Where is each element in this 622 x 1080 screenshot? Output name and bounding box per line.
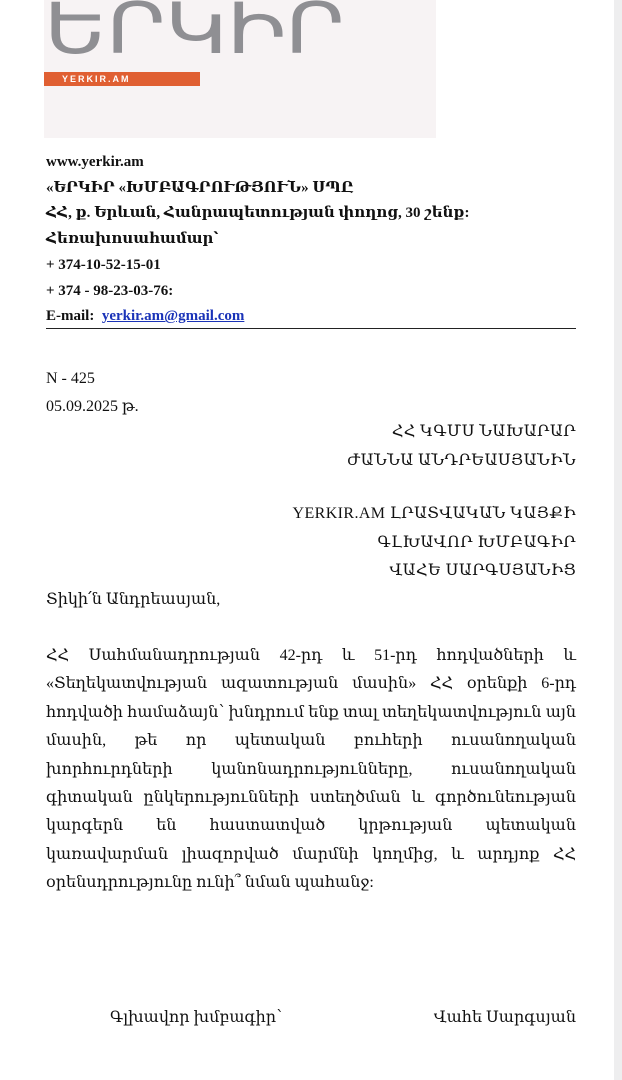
sender-block — [293, 500, 577, 586]
reference-number: N - 425 — [46, 370, 95, 387]
header-divider — [46, 328, 576, 329]
email-label: E-mail: — [46, 308, 95, 325]
phone-label: Հեռախոսահամար՝ — [46, 231, 219, 248]
sender-organization: YERKIR.AM ԼՐԱՏՎԱԿԱՆ ԿԱՅՔԻ — [292, 505, 576, 522]
logo-tagline: YERKIR.AM — [44, 72, 200, 86]
greeting: Տիկի՛ն Անդրեասյան, — [46, 591, 221, 608]
addressee-block — [347, 418, 576, 475]
email-link[interactable]: yerkir.am@gmail.com — [101, 308, 245, 325]
address-text: ՀՀ, ք. Երևան, Հանրապետության փողոց, 30 շենք: — [46, 205, 470, 222]
logo-wordmark: ԵՐԿԻՐ — [44, 0, 344, 69]
website-text: www.yerkir.am — [46, 154, 144, 170]
phone-number-2: + 374 - 98-23-03-76: — [46, 282, 174, 299]
phone-number-1: + 374-10-52-15-01 — [46, 256, 161, 273]
email-row — [46, 304, 578, 330]
reference-block — [46, 365, 139, 421]
page-edge — [614, 0, 622, 1080]
reference-date: 05.09.2025 թ. — [46, 398, 139, 415]
sender-name: ՎԱՀԵ ՍԱՐԳՍՅԱՆԻՑ — [389, 562, 576, 579]
sender-title: ԳԼԽԱՎՈՐ ԽՄԲԱԳԻՐ — [377, 533, 576, 551]
signature-title: Գլխավոր խմբագիր՝ — [110, 1009, 282, 1026]
header-logo — [44, 0, 436, 138]
organization-name: «ԵՐԿԻՐ «ԽՄԲԱԳՐՈՒԹՅՈՒՆ» ՍՊԸ — [46, 179, 354, 196]
signature-name: Վահե Սարգսյան — [433, 1009, 576, 1026]
contact-block — [46, 150, 578, 330]
addressee-name: ԺԱՆՆԱ ԱՆԴՐԵԱՍՅԱՆԻՆ — [347, 451, 576, 469]
letter-body: ՀՀ Սահմանադրության 42-րդ և 51-րդ հոդվածների և «Տեղեկատվության ազատության մասին» ՀՀ օրենքի 6-րդ հոդվածի համաձայն՝ խնդրում ենք տալ տեղեկատվություն այն մասին, թե որ պետական բուհերի ուսանողական խորհուրդների կանոնադրությունները, ուսանողական գիտական ընկերությունների ստեղծման և գործունեության կարգերն են հաստատված կրթության պետական կառավարման լիազորված մարմնի կողմից, և արդյոք ՀՀ օրենսդրությունը ունի՞ նման պահանջ: — [46, 647, 576, 892]
addressee-title: ՀՀ ԿԳՄՍ ՆԱԽԱՐԱՐ — [391, 423, 576, 440]
